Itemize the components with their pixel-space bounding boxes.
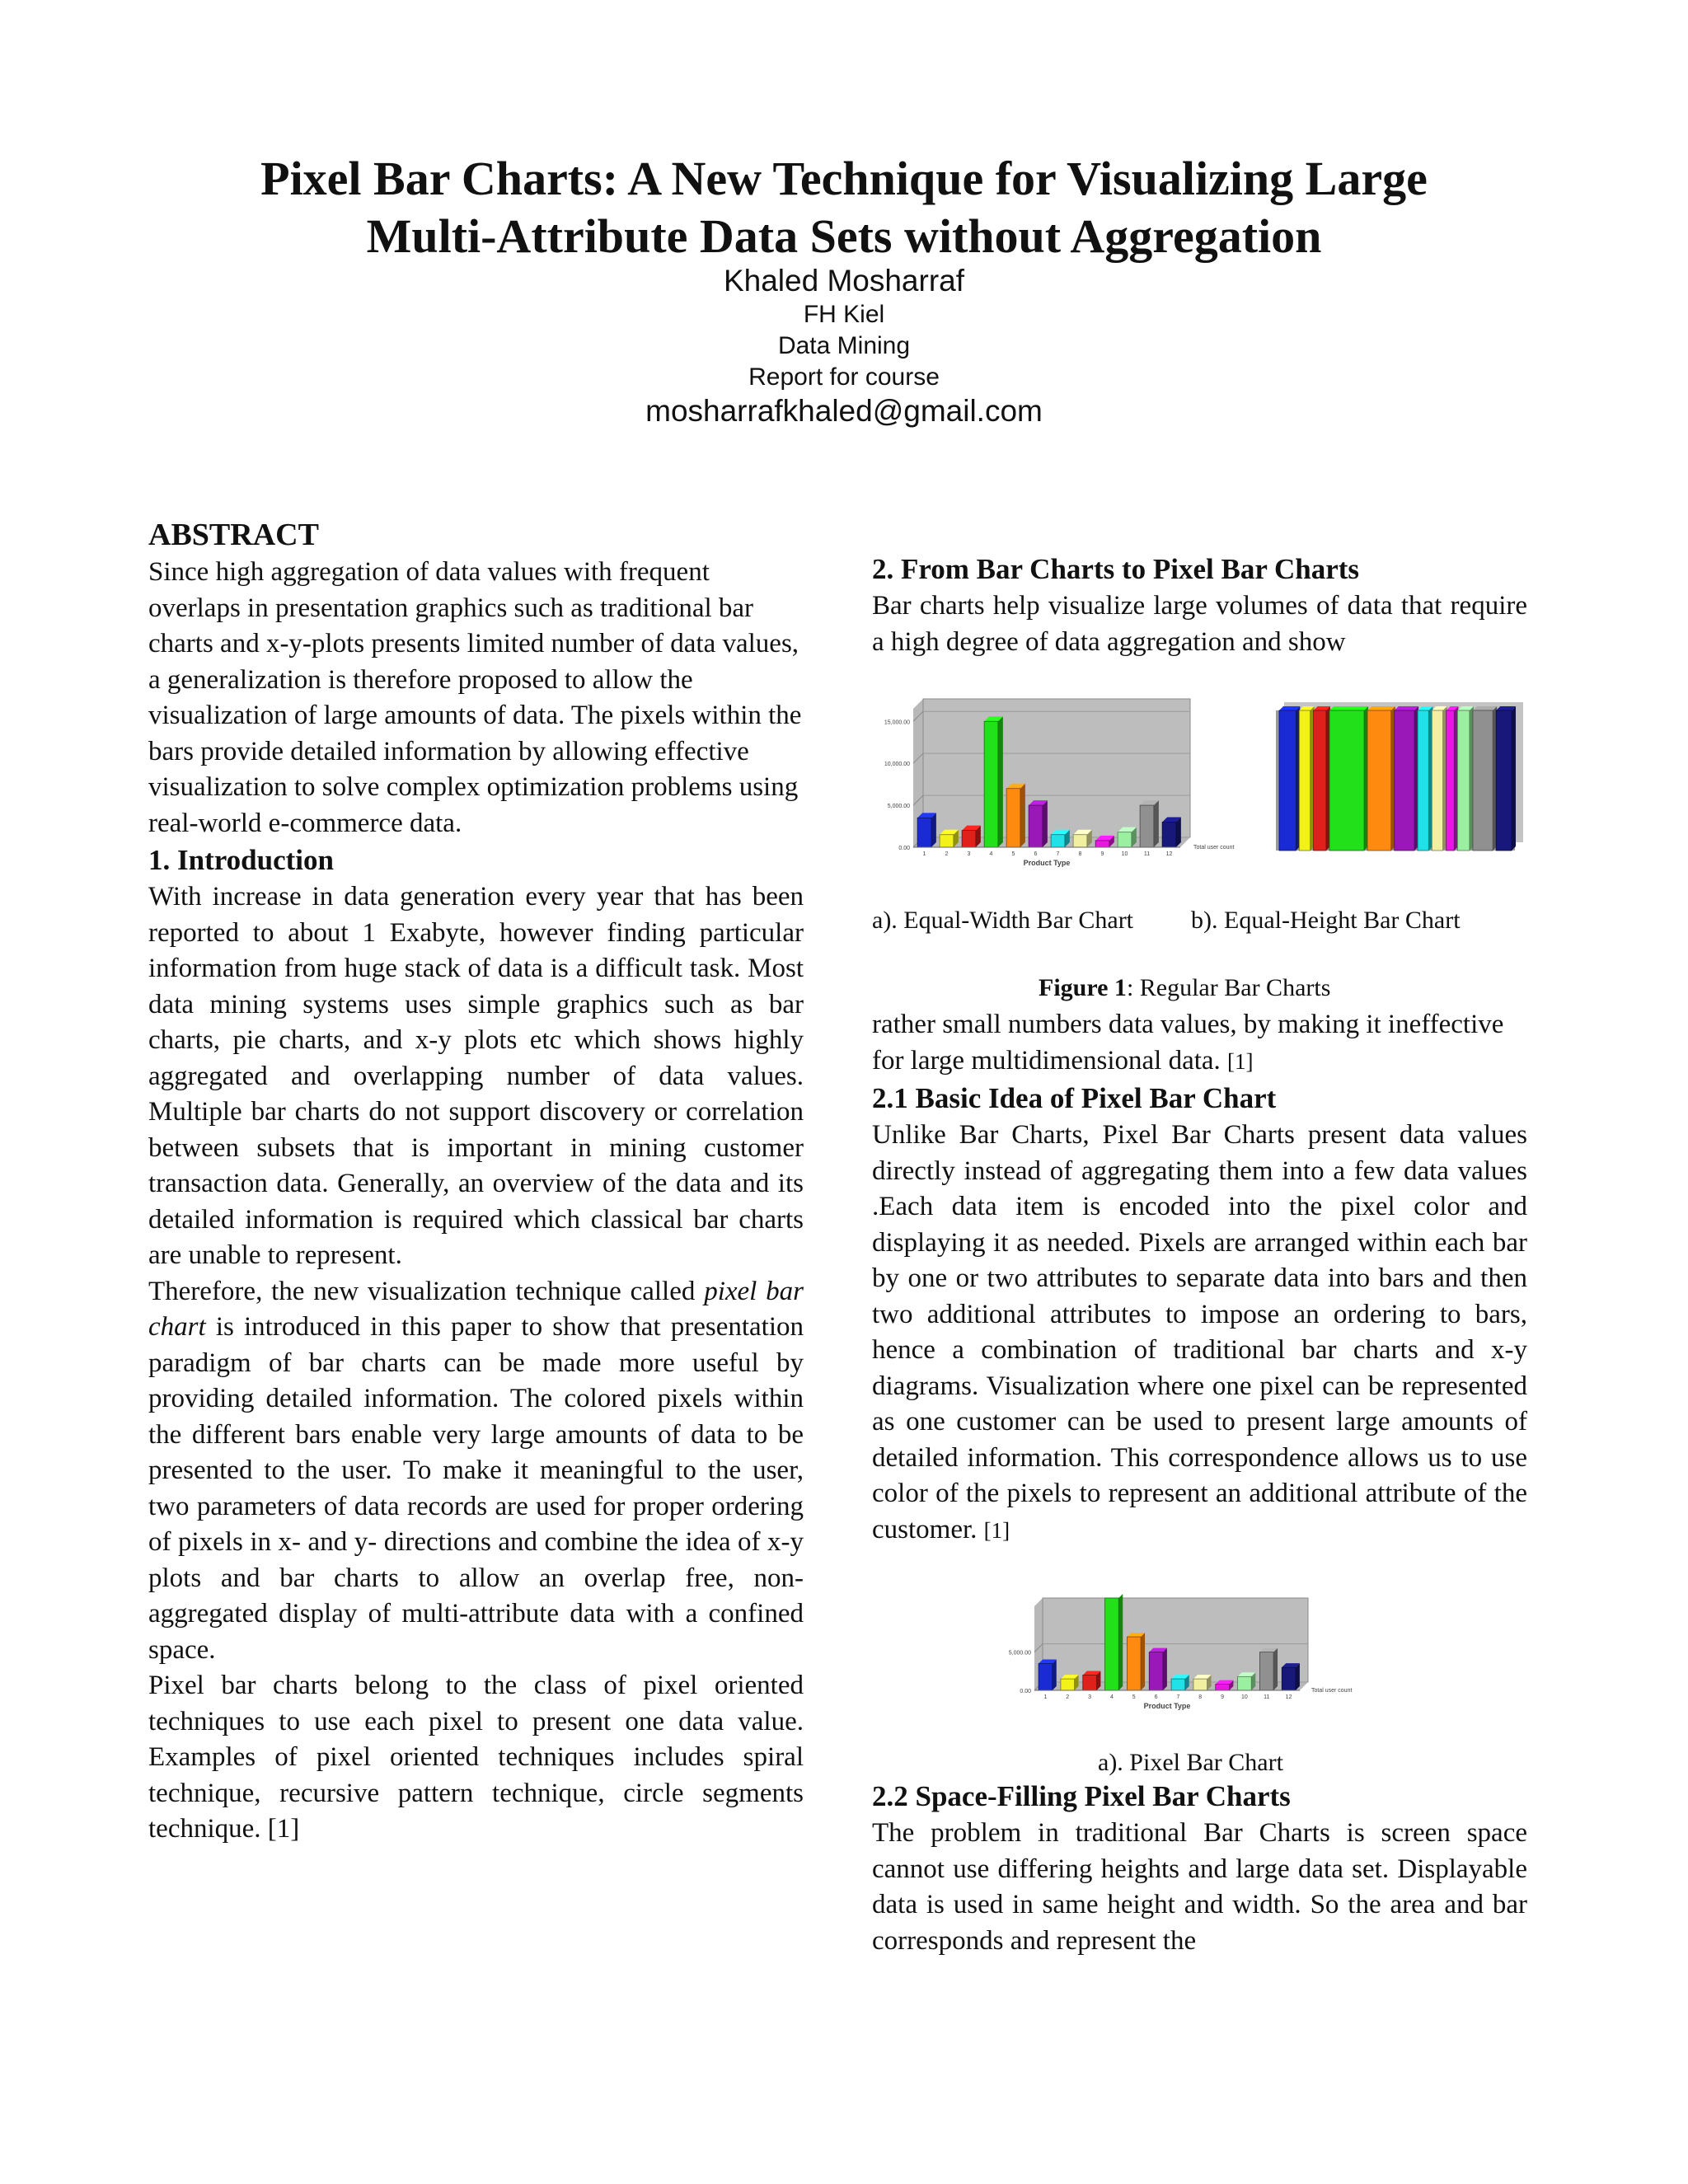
x-axis-label: Product Type [1023, 859, 1071, 867]
left-column [148, 515, 804, 1848]
author-course: Data Mining [777, 332, 911, 359]
bar-top [1367, 706, 1395, 710]
intro-paragraph-2 [148, 1274, 804, 1669]
author-email: mosharrafkhaled@gmail.com [645, 394, 1043, 428]
citation-2: [1] [983, 1517, 1010, 1543]
x-tick-label: 5 [1132, 1694, 1136, 1700]
section-2-block [872, 551, 1527, 660]
bar-side [1154, 800, 1159, 847]
x-tick-label: 6 [1154, 1694, 1158, 1700]
equal-height-bar-chart [1269, 699, 1533, 855]
bar [1051, 835, 1065, 847]
bar [940, 835, 954, 847]
section-2-1-text [872, 1118, 1527, 1549]
author-name: Khaled Mosharraf [723, 264, 965, 298]
x-tick-label: 8 [1198, 1694, 1203, 1700]
x-tick-label: 7 [1176, 1694, 1180, 1700]
paper-title-line-1: Pixel Bar Charts: A New Technique for Visualizing Large [260, 152, 1428, 205]
x-tick-label: 10 [1241, 1694, 1248, 1700]
x-tick-label: 8 [1078, 851, 1082, 857]
bar [1193, 1679, 1207, 1690]
intro-paragraph-1: With increase in data generation every year that has been reported to about 1 Exabyte, however finding particular information from huge stack of data is a difficult task. Most data mining systems uses simple graphics such as bar charts, pie charts, and x-y plots etc which shows highly aggregated and overlapping number of data values. Multiple bar charts do not support discovery or correlation between subsets that is important in mining customer transaction data. Generally, an overview of the data and its detailed information is required which classical bar charts are unable to represent. [148, 882, 804, 1270]
intro-p2-end: is introduced in this paper to show that presentation paradigm of bar charts can be made more useful by providing detailed information. The colored pixels within the different bars enable very large amounts of data to be presented to the user. To make it meaningful to the user, two parameters of data records are used for proper ordering of pixels in x- and y- directions and combine the idea of x-y plots and bar charts to allow an overlap free, non-aggregated display of multi-attribute data with a confined space. [148, 1312, 804, 1665]
abstract-heading: ABSTRACT [148, 518, 319, 552]
bar-side [1176, 817, 1181, 847]
bar [1140, 805, 1154, 847]
bar [962, 831, 976, 847]
bar [1259, 1652, 1273, 1690]
section-2-2-text: The problem in traditional Bar Charts is screen space cannot use differing heights and large data set. Displayable data is used in same height and width. So the area and bar corresponds and represent the [872, 1818, 1527, 1956]
bar-side [1020, 784, 1025, 847]
bar [1127, 1637, 1141, 1690]
bar [1162, 822, 1176, 847]
x-tick-label: 7 [1056, 851, 1060, 857]
x-tick-label: 2 [945, 851, 949, 857]
bar [1432, 710, 1442, 851]
figure-1-label: Figure 1 [1039, 974, 1127, 1001]
bar [1171, 1679, 1185, 1690]
bar [1238, 1676, 1252, 1690]
x-tick-label: 10 [1121, 851, 1128, 857]
intro-paragraph-3: Pixel bar charts belong to the class of pixel oriented techniques to use each pixel to present one data value. Examples of pixel oriented techniques includes spiral technique, recursive pattern technique, circle segments technique. [1] [148, 1671, 804, 1844]
section-2-heading: 2. From Bar Charts to Pixel Bar Charts [872, 553, 1360, 585]
bar [1149, 1652, 1163, 1690]
bar [1457, 710, 1470, 851]
bar [1367, 710, 1391, 851]
bar [1473, 710, 1493, 851]
bar [1061, 1679, 1075, 1690]
section-2-1-body: Unlike Bar Charts, Pixel Bar Charts present data values directly instead of aggregating them into a few data values .Each data item is encoded into the pixel color and displaying it as needed. Pixels are arranged within each bar by one or two attributes to separate data into bars and then two additional attributes to impose an ordering to bars, hence a combination of traditional bar charts and x-y diagrams. Visualization where one pixel can be represented as one customer can be used to present large amounts of detailed information. This correspondence allows us to use color of the pixels to represent an additional attribute of the customer. [872, 1120, 1527, 1544]
intro-p2-start: Therefore, the new visualization technique called [148, 1276, 705, 1306]
bar [1282, 1667, 1296, 1690]
paper-title [0, 150, 1688, 265]
bar-top [1329, 706, 1368, 710]
section-2-text: Bar charts help visualize large volumes of data that require a high degree of data aggregation and show [872, 591, 1527, 657]
bar-side [1118, 1594, 1123, 1690]
bar [1039, 1664, 1053, 1690]
figure-1b-caption: b). Equal-Height Bar Chart [1191, 907, 1461, 934]
bar-side [1296, 1663, 1300, 1690]
bar [1314, 710, 1326, 851]
x-tick-label: 12 [1165, 851, 1173, 857]
bar [1029, 805, 1043, 847]
intro-heading: 1. Introduction [148, 844, 334, 876]
x-tick-label: 6 [1034, 851, 1038, 857]
bar-side [931, 813, 936, 847]
series-label: Total user count [1193, 845, 1235, 851]
x-tick-label: 11 [1264, 1694, 1270, 1700]
bar-side [998, 716, 1003, 847]
abstract-text: Since high aggregation of data values with frequent overlaps in presentation graphics such as traditional bar charts and x-y-plots presents limited number of data values, a generalization is therefore proposed to allow the visualization of large amounts of data. The pixels within the bars provide detailed information by allowing effective visualization to solve complex optimization problems using real-world e-commerce data. [148, 557, 802, 838]
bar [917, 818, 931, 847]
author-affiliation: FH Kiel [803, 301, 885, 328]
y-tick-label: 0.00 [898, 846, 910, 851]
bar [1105, 1598, 1119, 1690]
bar [1073, 835, 1087, 847]
bar-side [1273, 1648, 1278, 1690]
bar [1216, 1685, 1230, 1690]
y-tick-label: 5,000.00 [1008, 1650, 1031, 1657]
x-tick-label: 4 [1109, 1694, 1114, 1700]
bar [1095, 841, 1109, 847]
x-tick-label: 1 [922, 851, 926, 857]
section-2-2-block [872, 1778, 1527, 1959]
section-2-cont-text: rather small numbers data values, by making it ineffective for large multidimensional data. [872, 1010, 1504, 1076]
y-tick-label: 10,000.00 [884, 762, 910, 768]
x-tick-label: 12 [1285, 1694, 1292, 1700]
bar [1083, 1675, 1097, 1690]
x-tick-label: 2 [1066, 1694, 1070, 1700]
bar [1395, 710, 1414, 851]
figure-1a-caption: a). Equal-Width Bar Chart [872, 907, 1134, 934]
bar-top [1395, 706, 1418, 710]
citation-1: [1] [1227, 1048, 1254, 1074]
y-tick-label: 0.00 [1020, 1689, 1031, 1694]
series-label: Total user count [1311, 1688, 1353, 1694]
x-tick-label: 9 [1100, 851, 1104, 857]
y-tick-label: 15,000.00 [884, 719, 910, 726]
x-tick-label: 9 [1221, 1694, 1225, 1700]
section-2-2-heading: 2.2 Space-Filling Pixel Bar Charts [872, 1780, 1291, 1812]
bar [1006, 789, 1020, 847]
bar [1418, 710, 1428, 851]
x-tick-label: 3 [967, 851, 971, 857]
section-2-1-heading: 2.1 Basic Idea of Pixel Bar Chart [872, 1082, 1277, 1114]
bar-side [1053, 1660, 1057, 1690]
bar [1279, 710, 1296, 851]
figure-1-title: : Regular Bar Charts [1126, 974, 1331, 1001]
x-tick-label: 4 [989, 851, 993, 857]
section-2-1-block [872, 1007, 1527, 1549]
bar [984, 721, 998, 847]
x-tick-label: 3 [1088, 1694, 1092, 1700]
pixel-bar-chart [1010, 1595, 1364, 1727]
figure-2-caption: a). Pixel Bar Chart [1098, 1749, 1283, 1776]
author-report: Report for course [748, 363, 940, 391]
x-tick-label: 11 [1143, 851, 1151, 857]
bar [1118, 832, 1132, 847]
bar [1447, 710, 1455, 851]
x-tick-label: 5 [1011, 851, 1015, 857]
bar-side [1043, 800, 1048, 847]
x-axis-label: Product Type [1143, 1702, 1191, 1710]
bar-side [1141, 1633, 1145, 1690]
section-2-continuation [872, 1007, 1527, 1080]
paper-title-line-2: Multi-Attribute Data Sets without Aggregation [366, 209, 1322, 263]
bar [1299, 710, 1310, 851]
bar [1329, 710, 1364, 851]
bar-top [1473, 706, 1497, 710]
bar-side [1512, 706, 1516, 851]
intro-p2-term: pixel bar chart [148, 1276, 804, 1342]
x-tick-label: 1 [1043, 1694, 1048, 1700]
bar-side [1163, 1648, 1167, 1690]
equal-width-bar-chart [884, 692, 1269, 890]
bar [1496, 710, 1512, 851]
figure-1-caption [1039, 974, 1330, 1002]
y-tick-label: 5,000.00 [887, 804, 910, 810]
